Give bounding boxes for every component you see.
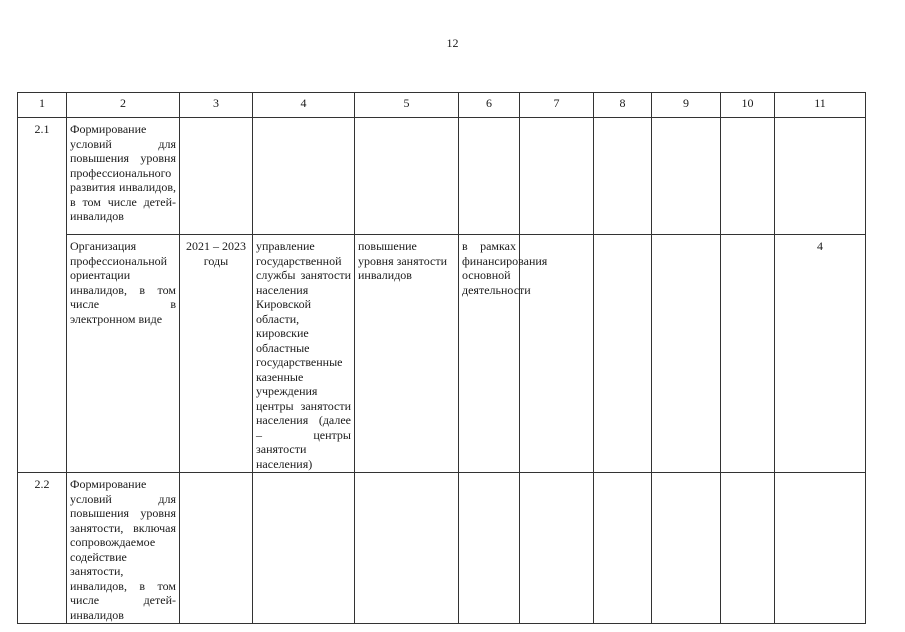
- header-cell-2: 2: [67, 93, 180, 118]
- row-number-cell: 2.2: [18, 473, 67, 624]
- executor-cell: управление государственной службы занятости населения Кировской области, кировские областные государственные казенные учреждения центры занятости населения (далее – центры занятости населения): [253, 235, 355, 473]
- activity-name-cell: Организация профессиональной ориентации инвалидов, в том числе в электронном виде: [67, 235, 180, 473]
- col-8-cell: [594, 235, 652, 473]
- result-cell: [355, 473, 459, 624]
- header-cell-10: 10: [721, 93, 775, 118]
- header-cell-5: 5: [355, 93, 459, 118]
- header-cell-11: 11: [775, 93, 866, 118]
- period-cell: [180, 473, 253, 624]
- header-cell-9: 9: [652, 93, 721, 118]
- table-row-2-1-subitem: [18, 235, 866, 473]
- col-7-cell: [520, 473, 594, 624]
- col-11-cell: [775, 118, 866, 235]
- financing-cell: в рамках финансирования основной деятельности: [459, 235, 520, 473]
- period-cell: [180, 118, 253, 235]
- executor-cell: [253, 473, 355, 624]
- col-8-cell: [594, 118, 652, 235]
- col-7-cell: [520, 118, 594, 235]
- header-cell-1: 1: [18, 93, 67, 118]
- header-cell-3: 3: [180, 93, 253, 118]
- activity-name-cell: Формирование условий для повышения уровня занятости, включая сопровождаемое содействие занятости, инвалидов, в том числе детей-инвалидов: [67, 473, 180, 624]
- financing-cell: [459, 118, 520, 235]
- col-10-cell: [721, 235, 775, 473]
- result-cell: [355, 118, 459, 235]
- col-9-cell: [652, 473, 721, 624]
- col-8-cell: [594, 473, 652, 624]
- header-cell-7: 7: [520, 93, 594, 118]
- header-cell-8: 8: [594, 93, 652, 118]
- col-9-cell: [652, 235, 721, 473]
- result-cell: повышение уровня занятости инвалидов: [355, 235, 459, 473]
- financing-cell: [459, 473, 520, 624]
- header-cell-4: 4: [253, 93, 355, 118]
- page-number: 12: [446, 36, 459, 50]
- table-row-2-1: [18, 118, 866, 235]
- col-10-cell: [721, 473, 775, 624]
- col-9-cell: [652, 118, 721, 235]
- activity-name-cell: Формирование условий для повышения уровня профессионального развития инвалидов, в том числе детей-инвалидов: [67, 118, 180, 235]
- col-11-cell: [775, 473, 866, 624]
- header-cell-6: 6: [459, 93, 520, 118]
- table-row-2-2: [18, 473, 866, 624]
- executor-cell: [253, 118, 355, 235]
- table-header-row: [18, 93, 866, 118]
- col-11-cell: 4: [775, 235, 866, 473]
- period-cell: 2021 – 2023 годы: [180, 235, 253, 473]
- col-7-cell: [520, 235, 594, 473]
- row-number-cell: 2.1: [18, 118, 67, 473]
- document-table: [17, 92, 866, 624]
- col-10-cell: [721, 118, 775, 235]
